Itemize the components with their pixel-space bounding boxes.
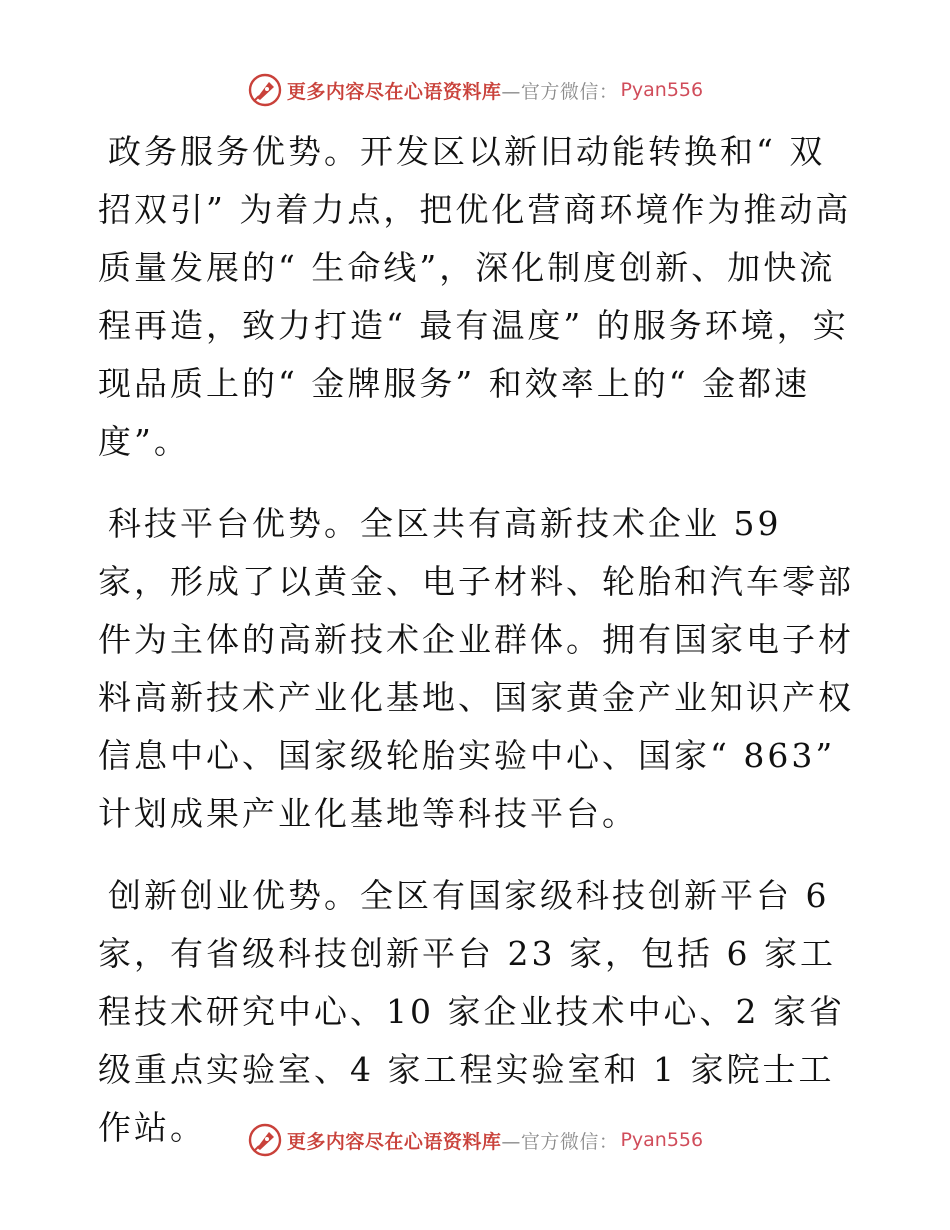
pen-nib-logo-icon xyxy=(247,72,283,108)
paragraph-tech-platforms: 科技平台优势。全区共有高新技术企业 59 家，形成了以黄金、电子材料、轮胎和汽车零部件为主体的高新技术企业群体。拥有国家电子材料高新技术产业化基地、国家黄金产业知识产权信息中心、国家级轮胎实验中心、国家“ 863” 计划成果产业化基地等科技平台。 xyxy=(98,504,854,833)
paragraph-innovation: 创新创业优势。全区有国家级科技创新平台 6 家，有省级科技创新平台 23 家，包括 6 家工程技术研究中心、10 家企业技术中心、2 家省级重点实验室、4 家工程实验室和 1 家院士工作站。 xyxy=(98,876,845,1147)
header-banner xyxy=(0,70,950,110)
banner-wechat-label: —官方微信： xyxy=(501,1130,619,1153)
footer-banner xyxy=(0,1120,950,1160)
document-body xyxy=(98,123,858,1181)
banner-title: 更多内容尽在心语资料库 xyxy=(286,1130,502,1153)
banner-wechat-label: —官方微信： xyxy=(501,80,619,103)
banner-wechat-id: Pyan556 xyxy=(620,79,704,101)
banner-wechat-id: Pyan556 xyxy=(620,1129,704,1151)
paragraph-government-services: 政务服务优势。开发区以新旧动能转换和“ 双招双引” 为着力点，把优化营商环境作为推动高质量发展的“ 生命线”，深化制度创新、加快流程再造，致力打造“ 最有温度” 的服务环境，实现品质上的“ 金牌服务” 和效率上的“ 金都速度”。 xyxy=(98,132,852,461)
pen-nib-logo-icon xyxy=(247,1122,283,1158)
banner-title: 更多内容尽在心语资料库 xyxy=(286,80,502,103)
